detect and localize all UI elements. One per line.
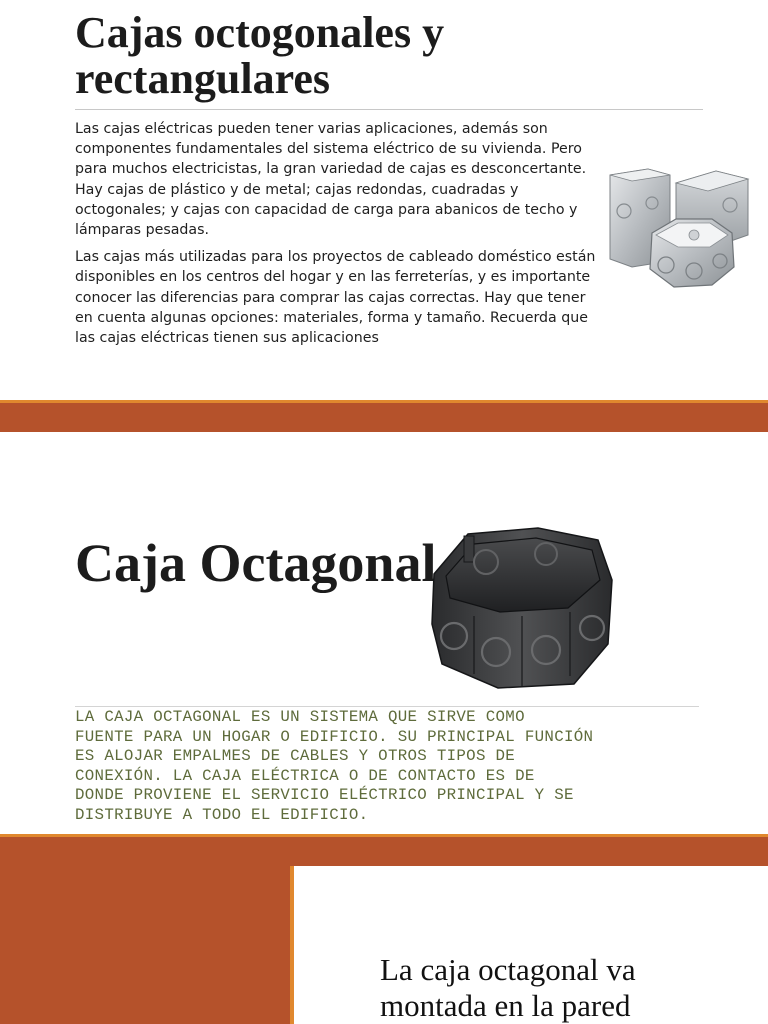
slide-2 bbox=[0, 432, 768, 834]
slide-1-title: Cajas octogonales y rectangulares bbox=[75, 8, 445, 103]
slide-2-body: LA CAJA OCTAGONAL ES UN SISTEMA QUE SIRVE COMO FUENTE PARA UN HOGAR O EDIFICIO. SU PRINCIPAL FUNCIÓN ES ALOJAR EMPALMES DE CABLES Y OTROS TIPOS DE CONEXIÓN. LA CAJA ELÉCTRICA O DE CONTACTO ES DE DONDE PROVIENE EL SERVICIO ELÉCTRICO PRINCIPAL Y SE DISTRIBUYE A TODO EL EDIFICIO. bbox=[75, 708, 594, 824]
title-divider bbox=[75, 109, 703, 110]
accent-panel bbox=[0, 866, 290, 1024]
accent-panel-edge bbox=[290, 866, 294, 1024]
slide-1 bbox=[0, 0, 768, 400]
slide-2-title: Caja Octagonal bbox=[75, 533, 437, 593]
slide-3 bbox=[0, 866, 768, 1024]
slide-separator-band bbox=[0, 834, 768, 866]
paragraph-2: Las cajas más utilizadas para los proyectos de cableado doméstico están disponibles en los centros del hogar y en las ferreterías, y es importante conocer las diferencias para comprar las cajas correctas. Hay que tener en cuenta algunas opciones: materiales, forma y tamaño. Recuerda que las cajas eléctricas tienen sus aplicaciones bbox=[75, 249, 596, 347]
slide-3-text: La caja octagonal va montada en la pared bbox=[380, 952, 636, 1023]
body-divider bbox=[75, 706, 699, 707]
paragraph-1: Las cajas eléctricas pueden tener varias aplicaciones, además son componentes fundamentales del sistema eléctrico de su vivienda. Pero para muchos electricistas, la gran variedad de cajas es desconcertante. Hay cajas de plástico y de metal; cajas redondas, cuadradas y octogonales; y cajas con capacidad de carga para abanicos de techo y lámparas pesadas. bbox=[75, 121, 587, 239]
black-octagonal-box-image bbox=[428, 524, 614, 694]
slide-1-body bbox=[75, 119, 605, 355]
metal-electrical-boxes-image bbox=[608, 163, 756, 321]
slide-separator-band bbox=[0, 400, 768, 432]
